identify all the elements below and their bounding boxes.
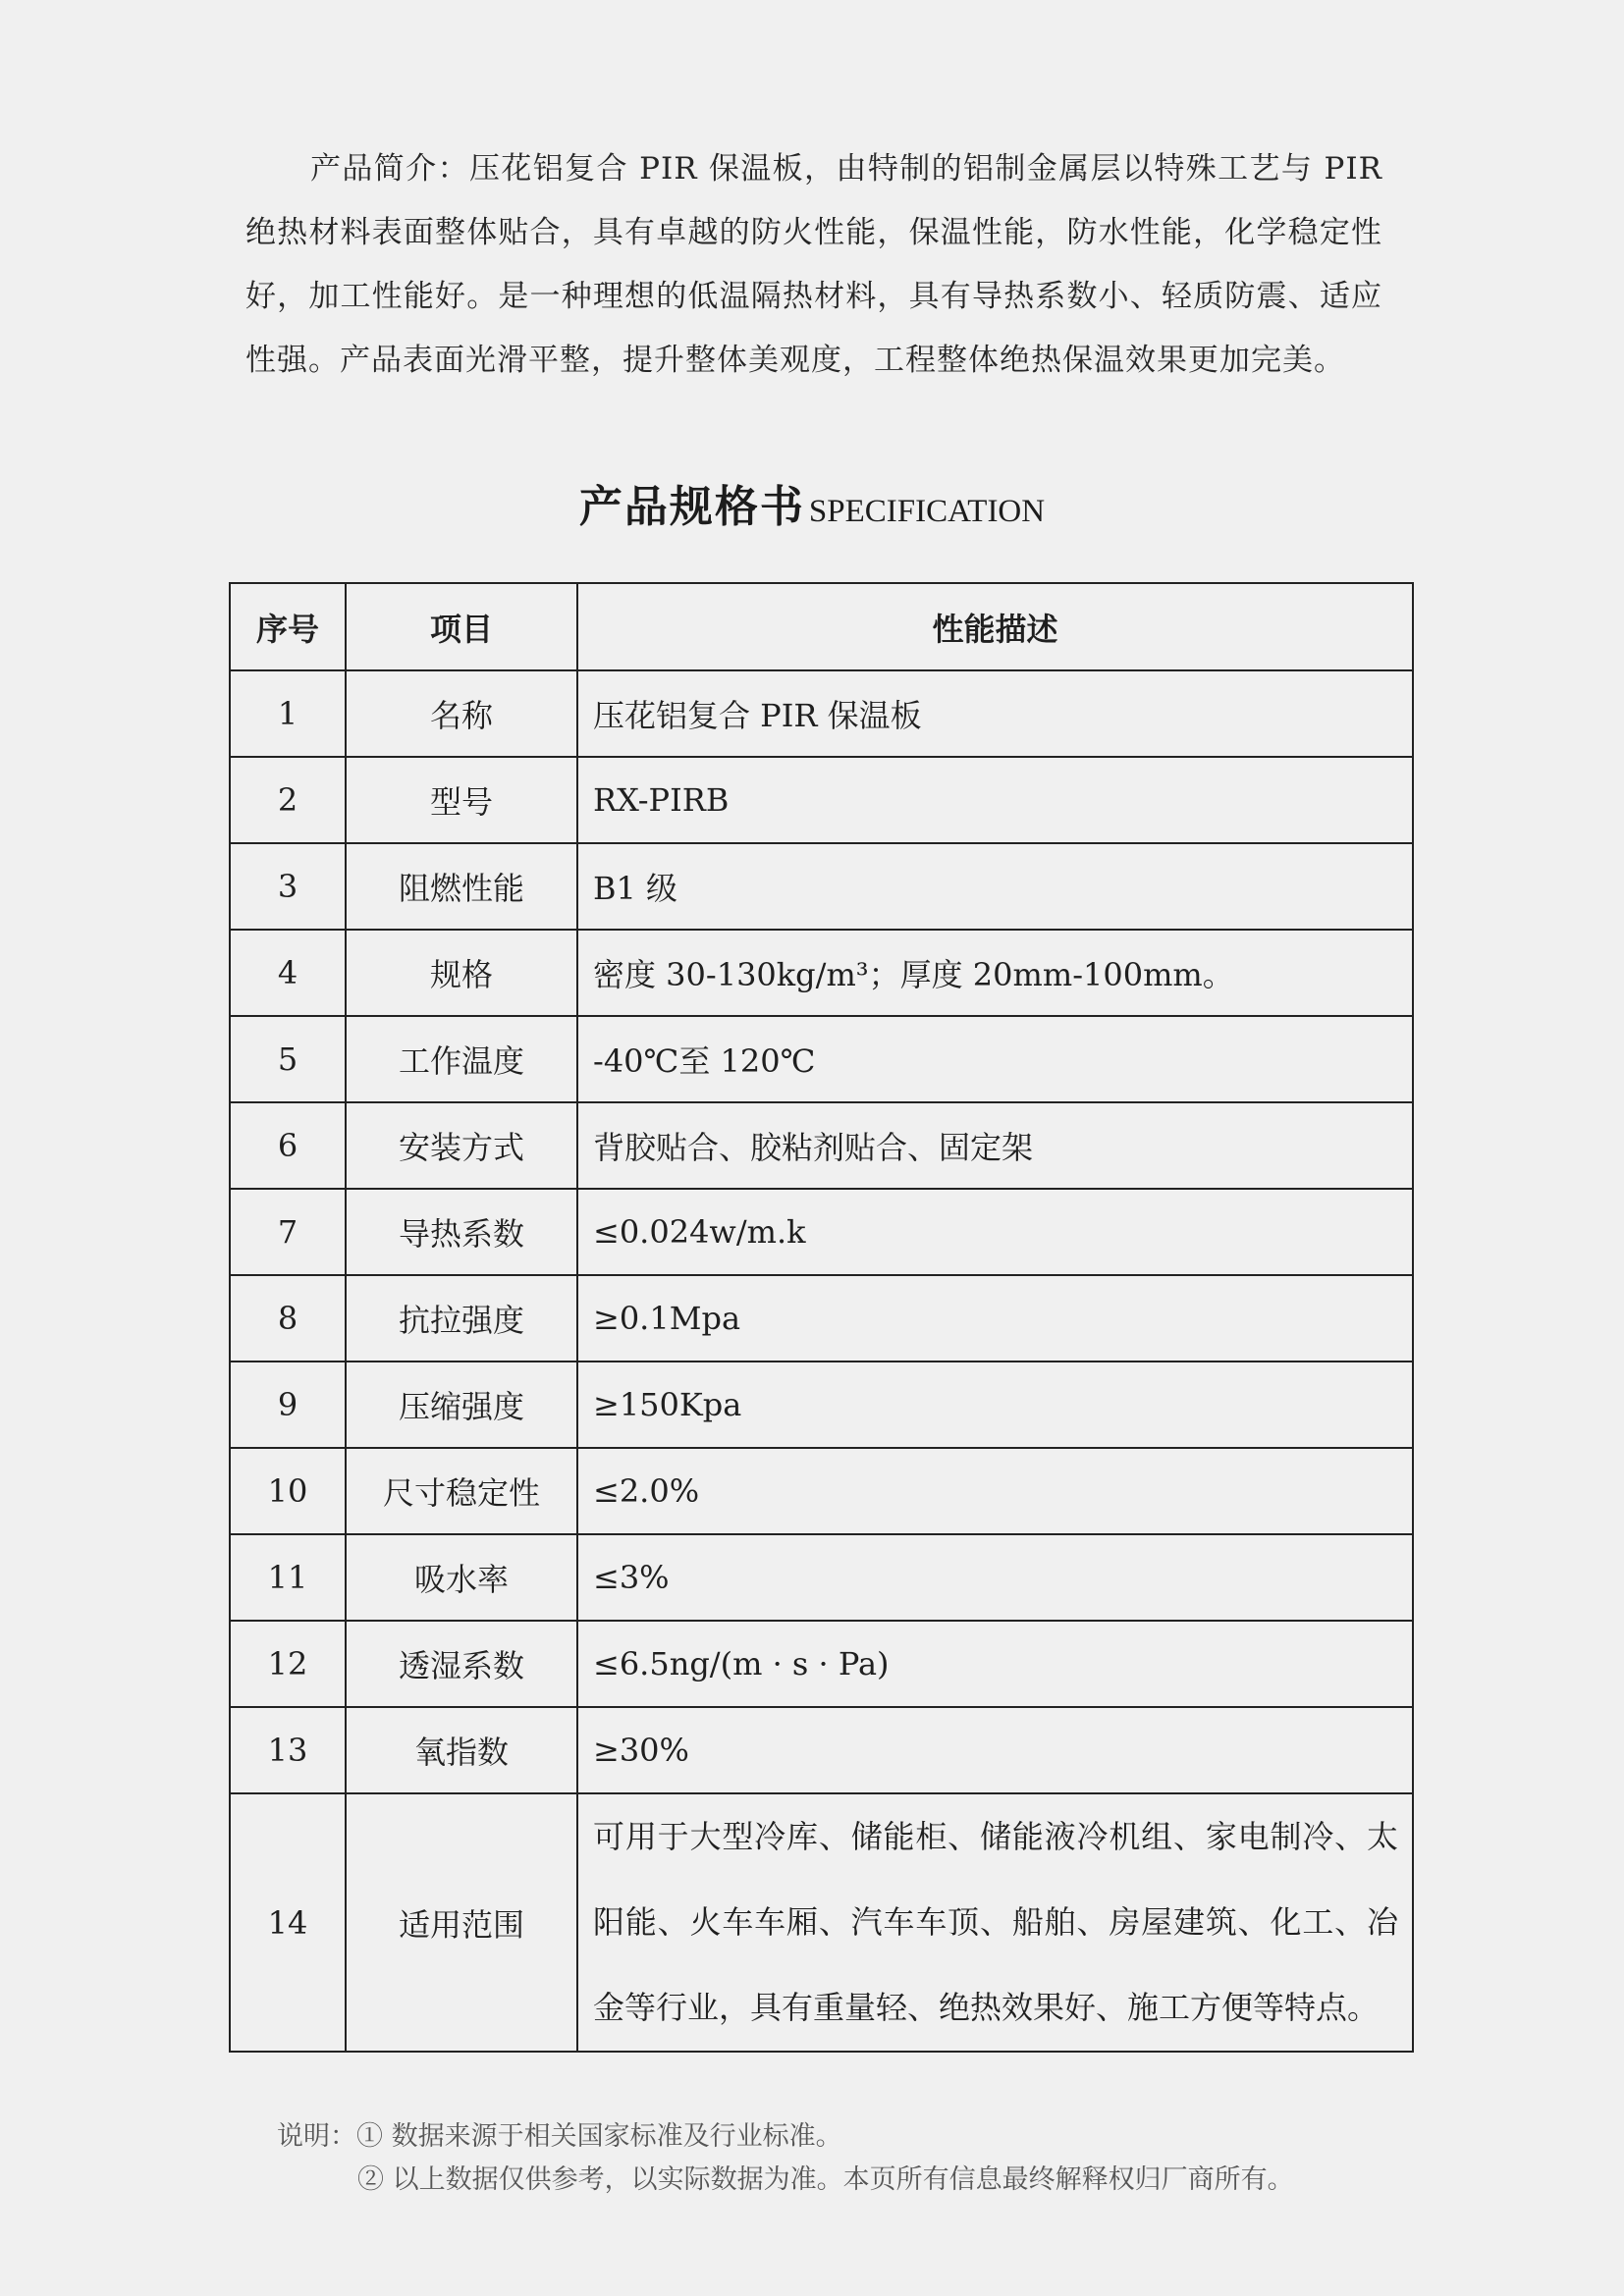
row-no: 1 — [230, 670, 346, 757]
row-no: 2 — [230, 757, 346, 843]
table-row — [230, 1621, 1413, 1707]
row-item: 阻燃性能 — [346, 843, 577, 930]
row-item: 型号 — [346, 757, 577, 843]
row-no: 6 — [230, 1102, 346, 1189]
row-no: 14 — [230, 1793, 346, 2052]
row-desc: ≤3% — [577, 1534, 1413, 1621]
row-desc: ≥150Kpa — [577, 1362, 1413, 1448]
row-item: 透湿系数 — [346, 1621, 577, 1707]
note-1-text: ① 数据来源于相关国家标准及行业标准。 — [356, 2121, 842, 2152]
row-desc: ≥30% — [577, 1707, 1413, 1793]
note-line-2: ② 以上数据仅供参考，以实际数据为准。本页所有信息最终解释权归厂商所有。 — [357, 2164, 1294, 2195]
row-item: 规格 — [346, 930, 577, 1016]
row-desc: B1 级 — [577, 843, 1413, 930]
table-row — [230, 1016, 1413, 1102]
table-row — [230, 1275, 1413, 1362]
notes — [277, 2115, 1294, 2202]
table-row — [230, 1189, 1413, 1275]
product-intro: 产品简介：压花铝复合 PIR 保温板，由特制的铝制金属层以特殊工艺与 PIR 绝热材料表面整体贴合，具有卓越的防火性能，保温性能，防水性能，化学稳定性好，加工性能好。是一种理想的低温隔热材料，具有导热系数小、轻质防震、适应性强。产品表面光滑平整，提升整体美观度，工程整体绝热保温效果更加完美。 — [245, 151, 1382, 378]
table-row — [230, 670, 1413, 757]
row-item: 工作温度 — [346, 1016, 577, 1102]
table-row — [230, 1362, 1413, 1448]
row-no: 3 — [230, 843, 346, 930]
row-desc: 背胶贴合、胶粘剂贴合、固定架 — [577, 1102, 1413, 1189]
row-desc: -40℃至 120℃ — [577, 1016, 1413, 1102]
table-row — [230, 843, 1413, 930]
row-item: 名称 — [346, 670, 577, 757]
table-row — [230, 1448, 1413, 1534]
row-desc: 密度 30-130kg/m³；厚度 20mm-100mm。 — [577, 930, 1413, 1016]
row-desc: ≤6.5ng/(m · s · Pa) — [577, 1621, 1413, 1707]
row-no: 7 — [230, 1189, 346, 1275]
row-desc: ≥0.1Mpa — [577, 1275, 1413, 1362]
notes-label: 说明： — [277, 2121, 356, 2152]
header-no: 序号 — [230, 583, 346, 670]
note-line-1 — [277, 2115, 1294, 2159]
row-no: 9 — [230, 1362, 346, 1448]
row-item: 压缩强度 — [346, 1362, 577, 1448]
row-item: 氧指数 — [346, 1707, 577, 1793]
row-item: 适用范围 — [346, 1793, 577, 2052]
row-no: 12 — [230, 1621, 346, 1707]
row-desc: RX-PIRB — [577, 757, 1413, 843]
row-no: 8 — [230, 1275, 346, 1362]
row-no: 10 — [230, 1448, 346, 1534]
table-row — [230, 1707, 1413, 1793]
row-no: 5 — [230, 1016, 346, 1102]
row-item: 抗拉强度 — [346, 1275, 577, 1362]
table-row — [230, 930, 1413, 1016]
row-item: 安装方式 — [346, 1102, 577, 1189]
row-desc: ≤0.024w/m.k — [577, 1189, 1413, 1275]
table-row — [230, 1793, 1413, 2052]
row-item: 吸水率 — [346, 1534, 577, 1621]
spec-title — [0, 471, 1624, 534]
spec-title-zh: 产品规格书 — [578, 482, 805, 532]
row-item: 导热系数 — [346, 1189, 577, 1275]
spec-title-en: SPECIFICATION — [808, 494, 1046, 529]
spec-table — [229, 582, 1414, 2053]
row-item: 尺寸稳定性 — [346, 1448, 577, 1534]
row-no: 13 — [230, 1707, 346, 1793]
row-no: 11 — [230, 1534, 346, 1621]
header-desc: 性能描述 — [577, 583, 1413, 670]
table-row — [230, 1102, 1413, 1189]
table-header-row — [230, 583, 1413, 670]
table-row — [230, 757, 1413, 843]
header-item: 项目 — [346, 583, 577, 670]
row-desc: 可用于大型冷库、储能柜、储能液冷机组、家电制冷、太阳能、火车车厢、汽车车顶、船舶、房屋建筑、化工、冶金等行业，具有重量轻、绝热效果好、施工方便等特点。 — [577, 1793, 1413, 2052]
row-desc: 压花铝复合 PIR 保温板 — [577, 670, 1413, 757]
table-row — [230, 1534, 1413, 1621]
row-desc: ≤2.0% — [577, 1448, 1413, 1534]
row-no: 4 — [230, 930, 346, 1016]
